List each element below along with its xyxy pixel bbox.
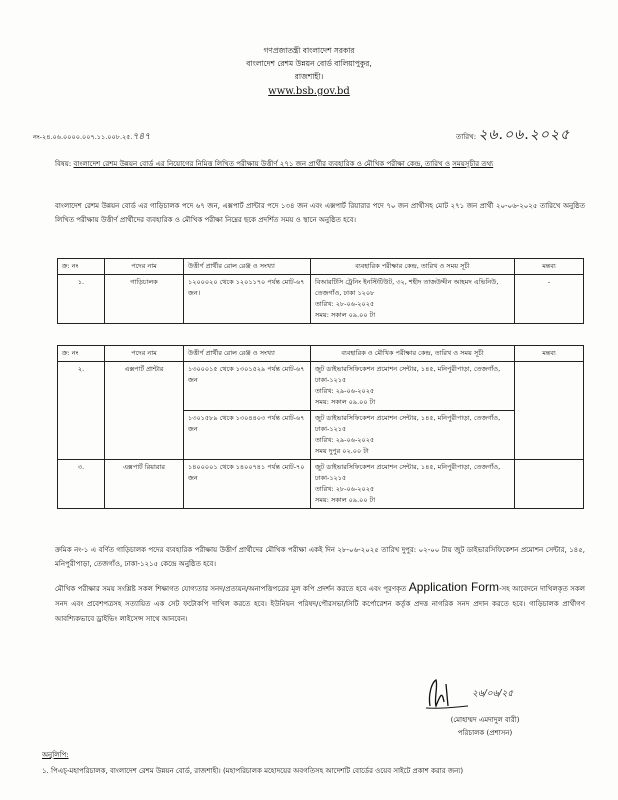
venue-date: তারিখ: ২৯-০৬-২০২৫ — [315, 387, 375, 395]
signatory-title: পরিচালক (প্রশাসন) — [457, 729, 513, 737]
venue-time: সময় দুপুর ০২.০০ টা — [315, 447, 369, 455]
instruction-part1: মৌখিক পরীক্ষার সময় সংশ্লিষ্ট সকল শিক্ষাগত যোগ্যতার সনদ/প্রত্যয়ন/অনাপত্তিপত্রের মূল কপি প্রদর্শন করতে হবে এবং পূরণকৃত — [55, 585, 407, 593]
venue-time: সময়: সকাল ০৯.০০ টা — [315, 398, 376, 406]
table-header-row — [58, 346, 584, 362]
cell-sl: ৩. — [58, 460, 105, 509]
col-sl: ক্র: নং — [58, 259, 105, 275]
table-header-row — [58, 259, 584, 275]
signature-date: ২৬/০৬/২৫ — [472, 689, 514, 699]
website-link[interactable]: www.bsb.gov.bd — [268, 86, 350, 97]
note-paragraph: ক্রমিক নং-১ এ বর্ণিত গাড়িচালক পদের ব্যবহারিক পরীক্ষায় উত্তীর্ণ প্রার্থীদের মৌখিক পরীক্ষা একই দিন ২৮-০৬-২০২৫ তারিখ দুপুর: ০২-০০ টায় জুট ডাইভারসিফিকেশন প্রমোশন সেন্টার, ১৪৫, মনিপুরীপাড়া, তেজগাঁও, ঢাকা-১২১৫ কেন্দ্রে অনুষ্ঠিত হবে। — [55, 546, 585, 568]
cell-post: এক্সপার্ট প্রান্টার — [105, 362, 184, 460]
subject-text-cont: সময়সূচীর তথ্য — [452, 160, 494, 168]
cell-sl: ১. — [58, 275, 105, 324]
venue-date: তারিখ: ২৮-০৬-২০২৫ — [315, 300, 375, 308]
venue-time: সময়: সকাল ০৯.০০ টা — [315, 311, 376, 319]
cell-roll: ১৩০১৫৮৯ থেকে ১৩০৪৪০৩ পর্যন্ত মোট-৬৭ জন — [184, 411, 311, 460]
venue-time: সময়: সকাল ০৯.০০ টা — [315, 496, 376, 504]
govt-heading: গণপ্রজাতন্ত্রী বাংলাদেশ সরকার — [263, 46, 355, 55]
cell-post: গাড়িচালক — [105, 275, 184, 324]
cell-post: এক্সপার্ট রিয়ারার — [105, 460, 184, 509]
cell-venue — [311, 411, 515, 460]
table-row — [58, 275, 584, 324]
col-roll: উত্তীর্ণ প্রার্থীর রোল রেঞ্জ ও সংখ্যা — [184, 346, 311, 362]
copy-to-item: ১. পিএচ্-মহাপরিচালক, বাংলাদেশ রেশম উন্নয়ন বোর্ড, রাজশাহী। (মহাপরিচালক মহোদয়ের অবগতিসহ আদেশটি বোর্ডের ওয়েব সাইটে প্রকাশ করার জন্য) — [42, 767, 464, 775]
memo-reference — [33, 129, 150, 144]
cell-remark — [515, 460, 584, 509]
intro-paragraph: বাংলাদেশ রেশম উন্নয়ন বোর্ড এর গাড়িচালক পদে ৬৭ জন, এক্সপার্ট প্রান্টার পদে ১৩৪ জন এবং এক্সপার্ট রিয়ারার পদে ৭০ জন প্রার্থীসহ মোট ২৭১ জন প্রার্থী ২০-০৬-২০২৫ তারিখে অনুষ্ঠিত লিখিত পরীক্ষায় উত্তীর্ণ প্রার্থীদের ব্যবহারিক ও মৌখিক পরীক্ষা নিম্নের ছকে প্রদর্শিত সময় ও স্থানে অনুষ্ঠিত হবে। — [55, 202, 585, 224]
cell-remark — [515, 362, 584, 460]
cell-venue — [311, 362, 515, 411]
signatory-name: (মোহাম্মদ এমদাদুল বারী) — [450, 716, 520, 724]
col-remark: মন্তব্য — [515, 259, 584, 275]
venue-text: জুট ডাইভারসিফিকেশন প্রমোশন সেন্টার, ১৪৫, মনিপুরীপাড়া, তেজগাঁও, ঢাকা-১২১৫ — [315, 365, 501, 384]
venue-text: জুট ডাইভারসিফিকেশন প্রমোশন সেন্টার, ১৪৫, মনিপুরীপাড়া, তেজগাঁও, ঢাকা-১২১৫ — [315, 463, 501, 482]
cell-venue — [311, 460, 515, 509]
venue-text: জুট ডাইভারসিফিকেশন প্রমোশন সেন্টার, ১৪৫, মনিপুরীপাড়া, তেজগাঁও, ঢাকা-১২১৫ — [315, 414, 501, 433]
cell-roll: ১৪০০০০১ থেকে ১৪০০৭৪১ পর্যন্ত মোট-৭০ জন — [184, 460, 311, 509]
col-post: পদের নাম — [105, 346, 184, 362]
venue-date: তারিখ: ২৯-০৬-২০২৫ — [315, 436, 375, 444]
cell-venue — [311, 275, 515, 324]
table-row — [58, 362, 584, 411]
instruction-paragraph — [55, 580, 585, 627]
col-sl: ক্র: নং — [58, 346, 105, 362]
handwritten-signature — [424, 676, 514, 712]
instruction-part2: -সহ আবেদনে দাখিলকৃত সকল সনদ এবং প্রবেশপত্রসহ সত্যায়িত এক সেট ফটোকপি দাখিল করতে হবে। ইউনিয়ন পরিষদ/পৌরসভা/সিটি কর্পোরেশন কর্তৃক প্রদত্ত নাগরিক সনদ প্রদান করতে হবে। গাড়িচালক প্রার্থীগণ আবশ্যিকভাবে ড্রাইভিং লাইসেন্স সাথে আনবেন। — [55, 585, 585, 623]
venue-text: বিআরটিসি ট্রেনিং ইনস্টিটিউট, ৩২, শহীদ তাজউদ্দীন আহমদ এভিনিউ, তেজগাঁও, ঢাকা ১২০৮ — [315, 278, 499, 297]
cell-remark: - — [515, 275, 584, 324]
office-city: রাজশাহী। — [294, 72, 324, 81]
cell-roll: ১৩০০০১৫ থেকে ১৩০১৫২৯ পর্যন্ত মোট-৬৭ জন — [184, 362, 311, 411]
date-label: তারিখ: — [456, 133, 477, 141]
date-value: ২৬.০৬.২০২৫ — [478, 127, 571, 143]
driver-schedule-table — [57, 258, 584, 324]
venue-date: তারিখ: ২৮-০৬-২০২৫ — [315, 485, 375, 493]
cell-sl: ২. — [58, 362, 105, 460]
col-venue: ব্যবহারিক পরীক্ষার কেন্দ্র, তারিখ ও সময় সূচী — [311, 259, 515, 275]
subject-text: বাংলাদেশ রেশম উন্নয়ন বোর্ড এর নিয়োগের নিমিত্ত লিখিত পরীক্ষায় উত্তীর্ণ ২৭১ জন প্রার্থীর ব্যবহারিক ও মৌখিক পরীক্ষা কেন্দ্র, তারিখ ও — [73, 160, 451, 168]
office-name: বাংলাদেশ রেশম উন্নয়ন বোর্ড বালিয়াপুকুর, — [246, 59, 372, 68]
col-venue: ব্যবহারিক ও মৌখিক পরীক্ষার কেন্দ্র, তারিখ ও সময় সূচী — [311, 346, 515, 362]
cell-roll: ১২০০০২০ থেকে ১২০১১৭০ পর্যন্ত মোট-৬৭ জন। — [184, 275, 311, 324]
memo-ref-prefix: নং-২৪.০৬.০০০০.০০৭.১১.০০৮.২৫. — [33, 133, 133, 141]
col-roll: উত্তীর্ণ প্রার্থীর রোল রেঞ্জ ও সংখ্যা — [184, 259, 311, 275]
col-remark: মন্তব্য — [515, 346, 584, 362]
subject-line — [55, 157, 585, 172]
expert-schedule-table — [57, 345, 584, 509]
memo-ref-number: ৭৪৭ — [132, 132, 151, 142]
copy-to-label: অনুলিপি: — [42, 751, 69, 759]
application-form-text: Application Form — [408, 580, 499, 594]
table-row — [58, 460, 584, 509]
subject-label: বিষয়: — [55, 160, 72, 168]
memo-date — [456, 123, 570, 147]
col-post: পদের নাম — [105, 259, 184, 275]
